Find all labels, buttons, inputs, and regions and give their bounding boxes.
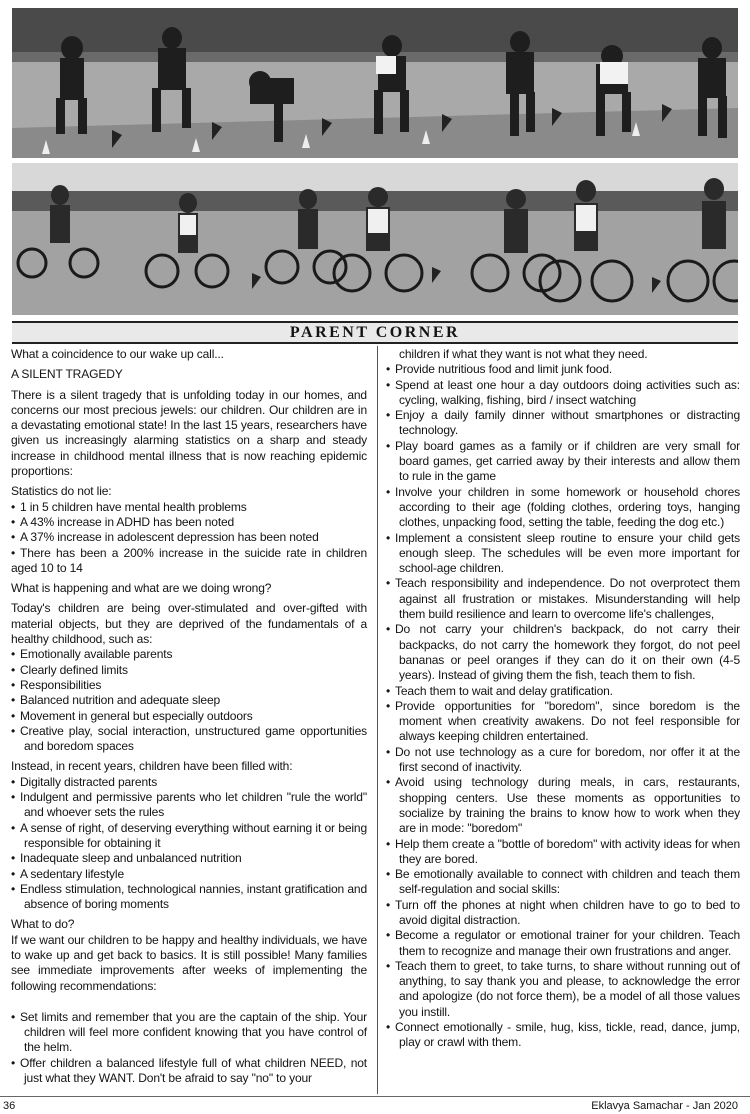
fundamental-item: • Movement in general but especially outdoors — [11, 709, 367, 724]
filled-item: • Indulgent and permissive parents who let children "rule the world" and whoever sets the rules — [11, 790, 367, 821]
children-cycling-photo — [12, 163, 738, 315]
paragraph-tragedy: There is a silent tragedy that is unfolding today in our homes, and concerns our most precious jewels: our children. Our children are in a devastating emotional state! In the last 15 years, researchers have given us increasingly alarming statistics on a sharp and steady increase in childhood mental illness that is now reaching epidemic proportions: — [11, 387, 367, 479]
parent-corner-banner: PARENT CORNER — [12, 321, 738, 344]
recommendation-item: • Avoid using technology during meals, in cars, restaurants, shopping centers. Use these moments as opportunities to socialize by training the brains to know how to work when they are in mode: "boredom" — [386, 775, 740, 836]
recommendation-item: • Do not carry your children's backpack, do not carry their backpacks, do not carry the homework they forgot, do not peel bananas or peel oranges if they can do it on their own (4-5 years). Instead of giving them the fish, teach them to fish. — [386, 622, 740, 683]
footer-rule — [0, 1096, 750, 1097]
recommendation-item: • Teach them to wait and delay gratification. — [386, 684, 740, 699]
recommendation-item: • Play board games as a family or if children are very small for board games, get carried away by their interests and allow them to rule in the game — [386, 439, 740, 485]
footer-credit: Eklavya Samachar - Jan 2020 — [591, 1100, 738, 1112]
recommendation-item: • Teach them to greet, to take turns, to share without running out of anything, to say thank you and please, to acknowledge the error and apologize (do not force them), be a model of all those values you instill. — [386, 959, 740, 1020]
stat-item: • 1 in 5 children have mental health problems — [11, 500, 367, 515]
recommendation-item: • Enjoy a daily family dinner without smartphones or distracting technology. — [386, 408, 740, 439]
filled-item: • A sedentary lifestyle — [11, 867, 367, 882]
right-column — [386, 347, 740, 1051]
article-heading: A SILENT TRAGEDY — [11, 367, 123, 382]
recommendation-item: • Provide opportunities for "boredom", since boredom is the moment when creativity awakens. Do not feel responsible for always keeping children entertained. — [386, 699, 740, 745]
todo-heading: What to do? — [11, 917, 75, 932]
left-column — [11, 347, 367, 1086]
fundamental-item: • Responsibilities — [11, 678, 367, 693]
recommendation-item: • Offer children a balanced lifestyle full of what children NEED, not just what they WANT. Don't be afraid to say "no" to your — [11, 1056, 367, 1087]
fundamental-item: • Creative play, social interaction, unstructured game opportunities and boredom spaces — [11, 724, 367, 755]
sports-day-race-photo — [12, 8, 738, 158]
question-heading: What is happening and what are we doing wrong? — [11, 581, 272, 596]
stat-item: • There has been a 200% increase in the suicide rate in children aged 10 to 14 — [11, 546, 367, 577]
filled-item: • Inadequate sleep and unbalanced nutrition — [11, 851, 367, 866]
fundamental-item: • Emotionally available parents — [11, 647, 367, 662]
recommendation-item: • Turn off the phones at night when children have to go to bed to avoid digital distraction. — [386, 898, 740, 929]
page-number: 36 — [3, 1100, 16, 1112]
recommendation-item: • Involve your children in some homework or household chores according to their age (folding clothes, ordering toys, hanging clothes, unpacking food, setting the table, feeding the dog etc.) — [386, 485, 740, 531]
stat-item: • A 37% increase in adolescent depression has been noted — [11, 530, 367, 545]
fundamental-item: • Balanced nutrition and adequate sleep — [11, 693, 367, 708]
paragraph-overstimulated: Today's children are being over-stimulated and over-gifted with material objects, but they are deprived of the fundamentals of a healthy childhood, such as: — [11, 601, 367, 647]
filled-item: • A sense of right, of deserving everything without earning it or being responsible for obtaining it — [11, 821, 367, 852]
recommendation-item: • Do not use technology as a cure for boredom, nor offer it at the first second of inactivity. — [386, 745, 740, 776]
filled-item: • Endless stimulation, technological nannies, instant gratification and absence of boring moments — [11, 882, 367, 913]
recommendation-item: • Help them create a "bottle of boredom" with activity ideas for when they are bored. — [386, 837, 740, 868]
recommendation-item: • Implement a consistent sleep routine to ensure your child gets enough sleep. The schedules will be even more important for school-age children. — [386, 531, 740, 577]
recommendation-item: • Spend at least one hour a day outdoors doing activities such as: cycling, walking, fishing, bird / insect watching — [386, 378, 740, 409]
paragraph-back-to-basics: If we want our children to be happy and healthy individuals, we have to wake up and get back to basics. It is still possible! Many families see immediate improvements after weeks of implementing the following recommendations: — [11, 932, 367, 993]
stat-item: • A 43% increase in ADHD has been noted — [11, 515, 367, 530]
column-divider — [377, 346, 378, 1094]
recommendation-item: • Provide nutritious food and limit junk food. — [386, 362, 740, 377]
filled-item: • Digitally distracted parents — [11, 775, 367, 790]
recommendation-item: • Teach responsibility and independence. Do not overprotect them against all frustration or mistakes. Misunderstanding will help them build resilience and learn to overcome life's challenges, — [386, 576, 740, 622]
fundamental-item: • Clearly defined limits — [11, 663, 367, 678]
recommendation-item: • Connect emotionally - smile, hug, kiss, tickle, read, dance, jump, play or crawl with them. — [386, 1020, 740, 1051]
recommendation-item: • Set limits and remember that you are the captain of the ship. Your children will feel more confident knowing that you have control of the helm. — [11, 1010, 367, 1056]
recommendation-item: • Become a regulator or emotional trainer for your children. Teach them to recognize and manage their own frustrations and anger. — [386, 928, 740, 959]
recommendation-item: • Be emotionally available to connect with children and teach them self-regulation and social skills: — [386, 867, 740, 898]
continued-text: children if what they want is not what they need. — [399, 347, 648, 361]
instead-intro: Instead, in recent years, children have been filled with: — [11, 759, 293, 774]
stats-intro: Statistics do not lie: — [11, 484, 112, 499]
intro-line: What a coincidence to our wake up call... — [11, 347, 224, 361]
